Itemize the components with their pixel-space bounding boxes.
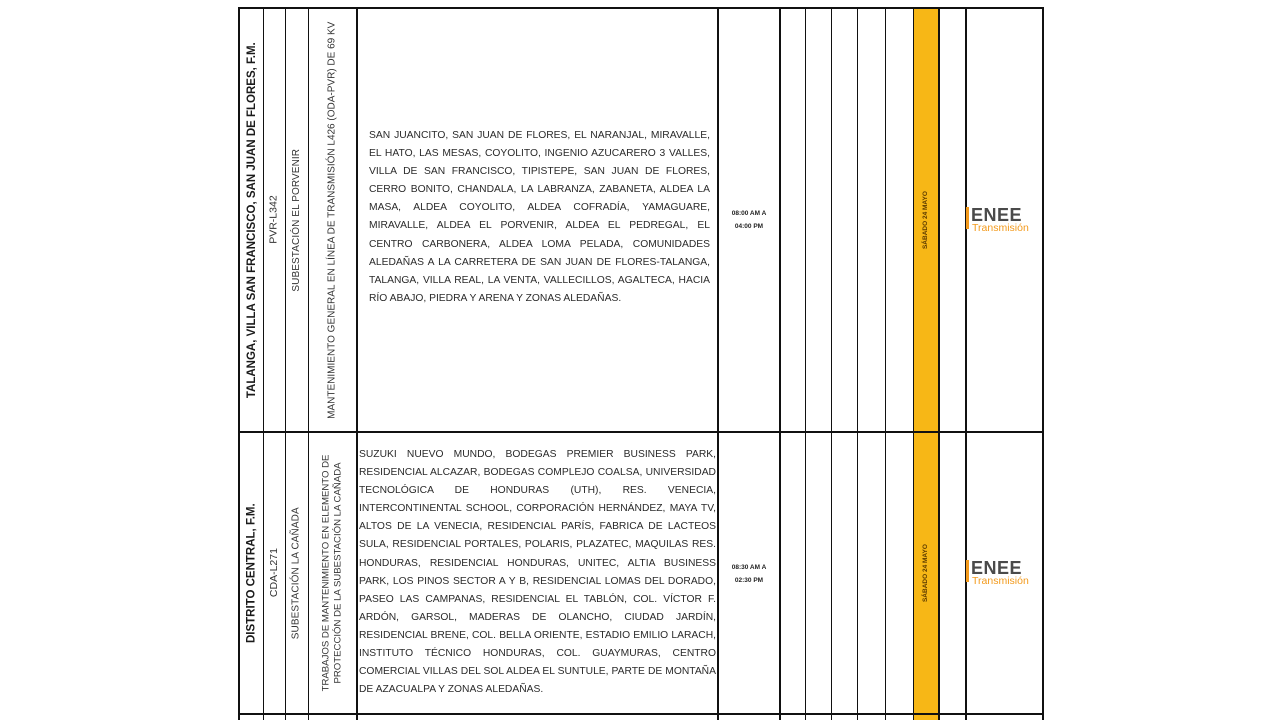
schedule-time — [719, 561, 779, 587]
logo-subtitle: Transmisión — [972, 575, 1029, 587]
affected-areas: SAN JUANCITO, SAN JUAN DE FLORES, EL NARANJAL, MIRAVALLE, EL HATO, LAS MESAS, COYOLITO, INGENIO AZUCARERO 3 VALLES, VILLA DE SAN FRANCISCO, TIPISTEPE, SAN JUAN DE FLORES, CERRO BONITO, CHANDALA, LA LABRANZA, ZABANETA, ALDEA LA MASA, ALDEA COYOLITO, ALDEA COFRADÍA, YAMAGUARE, MIRAVALLE, ALDEA EL PORVENIR, ALDEA EL PEDREGAL, EL CENTRO CARBONERA, ALDEA LOMA PELADA, COMUNIDADES ALEDAÑAS A LA CARRETERA DE SAN JUAN DE FLORES-TALANGA, TALANGA, VILLA REAL, LA VENTA, VALLECILLOS, AGALTECA, HACIA RÍO ABAJO, PIEDRA Y ARENA Y ZONAS ALEDAÑAS. — [369, 130, 710, 304]
grid-line — [885, 8, 886, 720]
location-text: TALANGA, VILLA SAN FRANCISCO, SAN JUAN DE FLORES, F.M. — [245, 42, 258, 398]
grid-line — [238, 713, 1044, 715]
day-label: SÁBADO 24 MAYO — [921, 544, 929, 602]
enee-logo — [966, 558, 1044, 588]
substation-name: SUBESTACIÓN LA CAÑADA — [290, 507, 302, 639]
grid-line — [965, 8, 967, 720]
location-text: DISTRITO CENTRAL, F.M. — [245, 503, 258, 643]
grid-line — [717, 8, 719, 720]
work-line: PROTECCIÓN DE LA SUBESTACIÓN LA CAÑADA — [332, 462, 344, 684]
work-line: TRABAJOS DE MANTENIMIENTO EN ELEMENTO DE — [320, 454, 332, 692]
work-line: MANTENIMIENTO GENERAL EN LÍNEA DE TRANSMISIÓN L426 (ODA-PVR) DE 69 KV — [326, 21, 338, 419]
work-description — [321, 455, 345, 692]
substation-name: SUBESTACIÓN EL PORVENIR — [290, 148, 302, 292]
grid-line — [805, 8, 806, 720]
day-cell — [914, 9, 938, 431]
location-cell — [240, 9, 263, 431]
time-end: 04:00 PM — [734, 223, 764, 230]
substation-cell — [286, 9, 308, 431]
work-cell — [309, 433, 356, 713]
time-start: 08:30 AM A — [731, 564, 767, 571]
work-cell — [309, 9, 356, 431]
schedule-time — [719, 207, 779, 233]
time-start: 08:00 AM A — [731, 210, 767, 217]
logo-name: ENEE — [971, 205, 1023, 225]
grid-line — [938, 8, 940, 720]
circuit-code: PVR-L342 — [267, 195, 280, 245]
circuit-cell — [264, 9, 285, 431]
grid-line — [857, 8, 858, 720]
day-cell — [914, 433, 938, 713]
work-description — [326, 21, 339, 418]
grid-line — [1042, 8, 1044, 720]
location-cell — [240, 433, 263, 713]
time-end: 02:30 PM — [734, 577, 764, 584]
circuit-code: CDA-L271 — [267, 548, 280, 598]
logo-mark-icon — [966, 207, 969, 229]
grid-line — [831, 8, 832, 720]
substation-cell — [286, 433, 308, 713]
circuit-cell — [264, 433, 285, 713]
logo-name: ENEE — [971, 558, 1023, 578]
logo-mark-icon — [966, 560, 969, 582]
enee-logo — [966, 205, 1044, 235]
day-label: SÁBADO 24 MAYO — [921, 191, 929, 249]
logo-subtitle: Transmisión — [972, 222, 1029, 234]
grid-line — [779, 8, 781, 720]
grid-line — [356, 8, 358, 720]
affected-areas: SUZUKI NUEVO MUNDO, BODEGAS PREMIER BUSINESS PARK, RESIDENCIAL ALCAZAR, BODEGAS COMPLEJO COALSA, UNIVERSIDAD TECNOLÓGICA DE HONDURAS (UTH), RES. VENECIA, INTERCONTINENTAL SCHOOL, CORPORACIÓN HERNÁNDEZ, MAYA TV, ALTOS DE LA VENECIA, RESIDENCIAL PARÍS, FABRICA DE LACTEOS SULA, RESIDENCIAL PORTALES, POLARIS, PLAZATEC, MAQUILAS RES. HONDURAS, RESIDENCIAL HONDURAS, UNITEC, ALTIA BUSINESS PARK, LOS PINOS SECTOR A Y B, RESIDENCIAL LOMAS DEL DORADO, PASEO LAS CAMPANAS, RESIDENCIAL EL TABLÓN, COL. VÍCTOR F. ARDÓN, GARSOL, MADERAS DE OLANCHO, CIUDAD JARDÍN, RESIDENCIAL BRENE, COL. BELLA ORIENTE, ESTADIO EMILIO LARACH, INSTITUTO TÉCNICO HONDURAS, COL. GUAYMURAS, CENTRO COMERCIAL VILLAS DEL SOL ALDEA EL SUNTULE, PARTE DE MONTAÑA DE AZACUALPA Y ZONAS ALEDAÑAS. — [359, 449, 716, 696]
